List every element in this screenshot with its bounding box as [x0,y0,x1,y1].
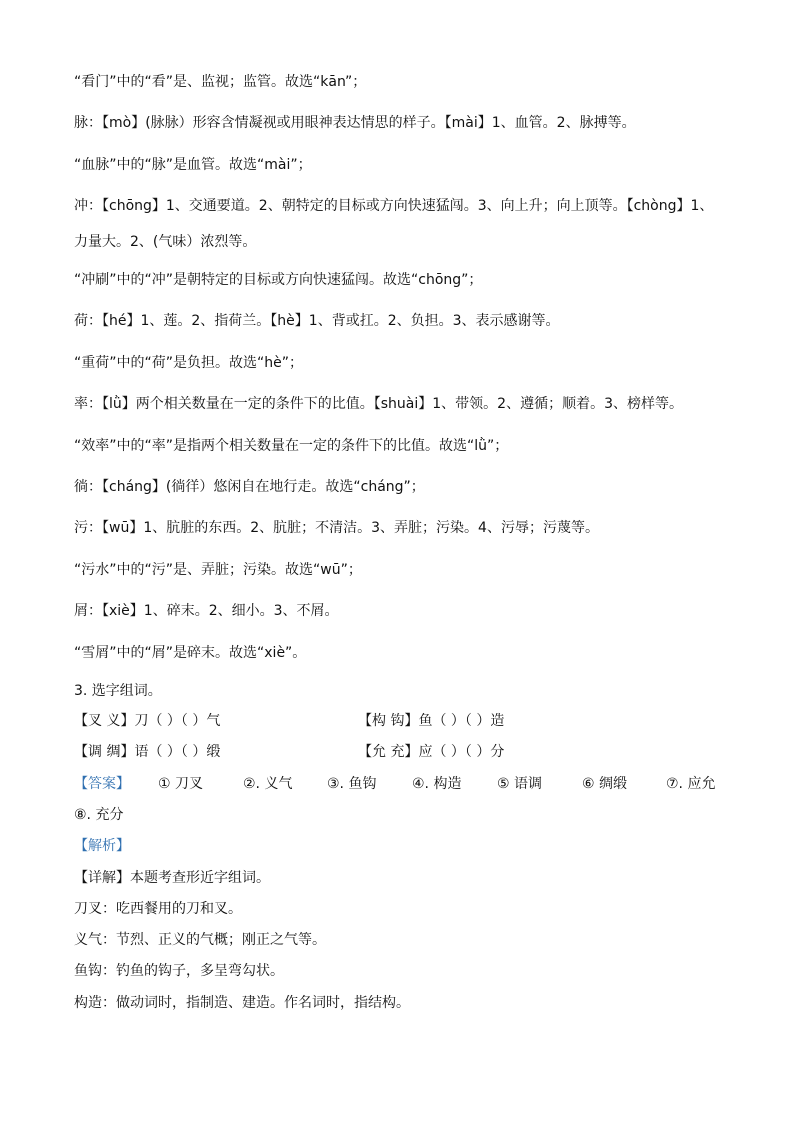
question-item: 【调 绸】语（ ）（ ）缎 [74,744,221,760]
question-row [358,742,504,762]
text-line: 冲：【chōng】1、交通要道。2、朝特定的目标或方向快速猛闯。3、向上升；向上顶等。【chòng】1、 [74,198,714,214]
text-line: “效率”中的“率”是指两个相关数量在一定的条件下的比值。故选“lǜ”； [74,438,509,454]
answer-item: ③. 鱼钩 [327,776,377,792]
question-row [74,711,220,731]
text-line: “血脉”中的“脉”是血管。故选“mài”； [74,157,312,173]
analysis-line: 【详解】本题考查形近字组词。 [74,870,270,886]
answer-item: ⑦. 应允 [666,776,716,792]
answer-row [74,774,130,794]
text-line: “重荷”中的“荷”是负担。故选“hè”； [74,355,304,371]
question-item: 【叉 义】刀（ ）（ ）气 [74,713,221,729]
answer-item: ⑥ 绸缎 [582,776,628,792]
answer-item: ① 刀叉 [158,776,204,792]
analysis-line: 刀叉：吃西餐用的刀和叉。 [74,901,242,917]
answer-item: ⑧. 充分 [74,807,124,823]
text-line: 屑：【xiè】1、碎末。2、细小。3、不屑。 [74,603,339,619]
text-line: “污水”中的“污”是、弄脏；污染。故选“wū”； [74,562,362,578]
answer-item: ④. 构造 [412,776,462,792]
answer-item: ②. 义气 [243,776,293,792]
answer-tag: 【答案】 [74,776,130,792]
text-line: 徜：【cháng】(徜徉）悠闲自在地行走。故选“cháng”； [74,479,425,495]
text-line: “看门”中的“看”是、监视；监管。故选“kān”； [74,74,367,90]
text-line: 荷：【hé】1、莲。2、指荷兰。【hè】1、背或扛。2、负担。3、表示感谢等。 [74,313,560,329]
question-item: 【构 钩】鱼（ ）（ ）造 [358,713,505,729]
question-row [358,711,504,731]
answer-item: ⑤ 语调 [497,776,543,792]
text-line: 力量大。2、(气味）浓烈等。 [74,234,257,250]
analysis-row [74,836,130,856]
text-line: 率：【lǜ】两个相关数量在一定的条件下的比值。【shuài】1、带领。2、遵循；顺着。3、榜样等。 [74,396,683,412]
text-line: 污：【wū】1、肮脏的东西。2、肮脏；不清洁。3、弄脏；污染。4、污辱；污蔑等。 [74,520,599,536]
question-row [74,742,220,762]
analysis-tag: 【解析】 [74,838,130,854]
analysis-line: 构造：做动词时，指制造、建造。作名词时，指结构。 [74,995,410,1011]
analysis-line: 义气：节烈、正义的气概；刚正之气等。 [74,932,326,948]
text-line: 脉：【mò】(脉脉）形容含情凝视或用眼神表达情思的样子。【mài】1、血管。2、脉搏等。 [74,115,636,131]
text-line: “雪屑”中的“屑”是碎末。故选“xiè”。 [74,645,307,661]
question-item: 【允 充】应（ ）（ ）分 [358,744,505,760]
analysis-line: 鱼钩：钓鱼的钩子，多呈弯勾状。 [74,963,284,979]
question-title: 3. 选字组词。 [74,683,162,699]
text-line: “冲刷”中的“冲”是朝特定的目标或方向快速猛闯。故选“chōng”； [74,272,483,288]
